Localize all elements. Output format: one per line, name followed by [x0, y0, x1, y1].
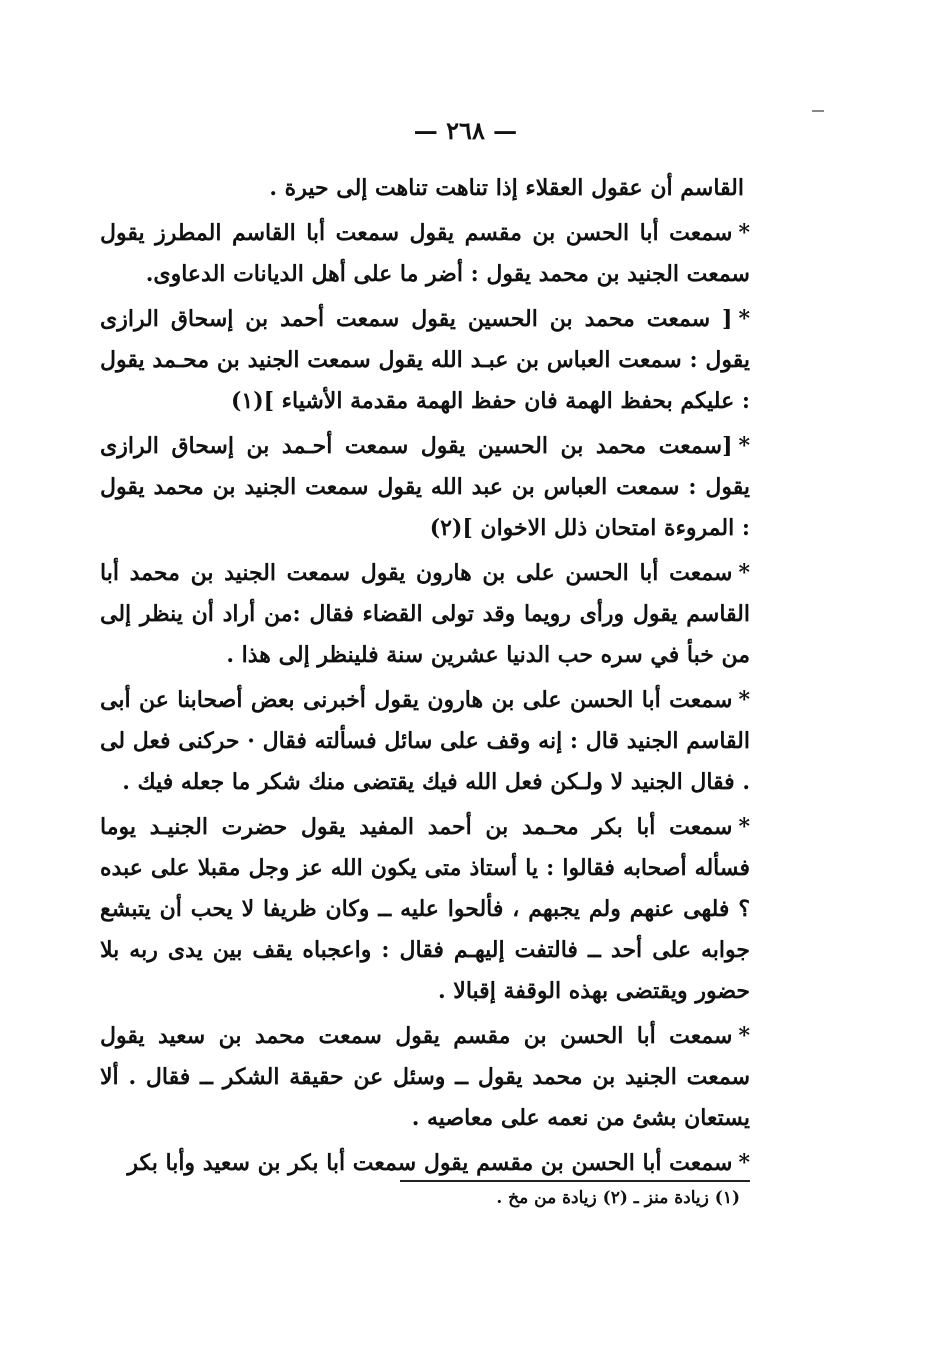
paragraph-text: سمعت أبا الحسن على بن هارون يقول أخبرنى بعض أصحابنا عن أبى القاسم الجنيد قال : إنه وقف على سائل فسألته فقال · حركنى فعل لى . فقال الجنيد لا ولـكن فعل الله فيك يقتضى منك شكر ما جعله فيك .	[100, 687, 750, 795]
footnote-divider	[400, 1180, 750, 1182]
paragraph-text: [سمعت محمد بن الحسين يقول سمعت أحـمد بن إسحاق الرازى يقول : سمعت العباس بن عبد الله يقول سمعت الجنيد بن محمد يقول : المروءة امتحان ذلل الاخوان ](٢)	[100, 433, 750, 541]
paragraph-text: سمعت أبا الحسن بن مقسم يقول سمعت أبا بكر بن سعيد وأبا بكر	[127, 1150, 733, 1176]
paragraph-marker: *	[738, 306, 750, 332]
page-number: — ٢٦٨ —	[413, 116, 518, 145]
paragraph-text: سمعت أبا الحسن بن مقسم يقول سمعت أبا القاسم المطرز يقول سمعت الجنيد بن محمد يقول : أضر ما على أهل الديانات الدعاوى.	[100, 220, 750, 287]
paragraph-text: القاسم أن عقول العقلاء إذا تناهت تناهت إلى حيرة .	[269, 175, 744, 201]
paragraph-marker: *	[738, 687, 750, 713]
paragraph-marker: *	[738, 220, 750, 246]
footnote: (١) زيادة منز ـ (٢) زيادة من مخ .	[496, 1188, 740, 1208]
paragraph-text: [ سمعت محمد بن الحسين يقول سمعت أحمد بن إسحاق الرازى يقول : سمعت العباس بن عبـد الله يقول سمعت الجنيد بن محـمد يقول : عليكم بحفظ الهمة فان حفظ الهمة مقدمة الأشياء ](١)	[100, 306, 750, 414]
paragraph-marker: *	[738, 814, 750, 840]
paragraph	[100, 1016, 750, 1139]
body-text	[100, 168, 750, 1188]
paragraph	[100, 680, 750, 803]
paragraph-text: سمعت أبا بكر محـمد بن أحمد المفيد يقول حضرت الجنيـد يوما فسأله أصحابه فقالوا : يا أستاذ متى يكون الله عز وجل مقبلا على عبده ؟ فلهى عنهم ولم يجبهم ، فألحوا عليه ــ وكان ظريفا لا يحب أن يتبشع جوابه على أحد ــ فالتفت إليهـم فقال : واعجباه يقف بين يدى ربه بلا حضور ويقتضى بهذه الوقفة إقبالا .	[100, 814, 750, 1004]
paragraph	[100, 426, 750, 549]
paragraph	[100, 213, 750, 295]
paragraph-text: سمعت أبا الحسن بن مقسم يقول سمعت محمد بن سعيد يقول سمعت الجنيد بن محمد يقول ــ وسئل عن حقيقة الشكر ــ فقال . ألا يستعان بشئ من نعمه على معاصيه .	[100, 1023, 750, 1131]
paragraph-marker: *	[738, 560, 750, 586]
paragraph	[100, 1143, 750, 1184]
scan-speck	[812, 110, 824, 112]
paragraph-marker: *	[738, 1023, 750, 1049]
paragraph-marker: *	[738, 1150, 750, 1176]
paragraph-marker: *	[738, 433, 750, 459]
paragraph	[100, 807, 750, 1012]
paragraph	[100, 553, 750, 676]
paragraph	[100, 168, 750, 209]
paragraph	[100, 299, 750, 422]
paragraph-text: سمعت أبا الحسن على بن هارون يقول سمعت الجنيد بن محمد أبا القاسم يقول ورأى رويما وقد تولى القضاء فقال :من أراد أن ينظر إلى من خبأ في سره حب الدنيا عشرين سنة فلينظر إلى هذا .	[100, 560, 750, 668]
